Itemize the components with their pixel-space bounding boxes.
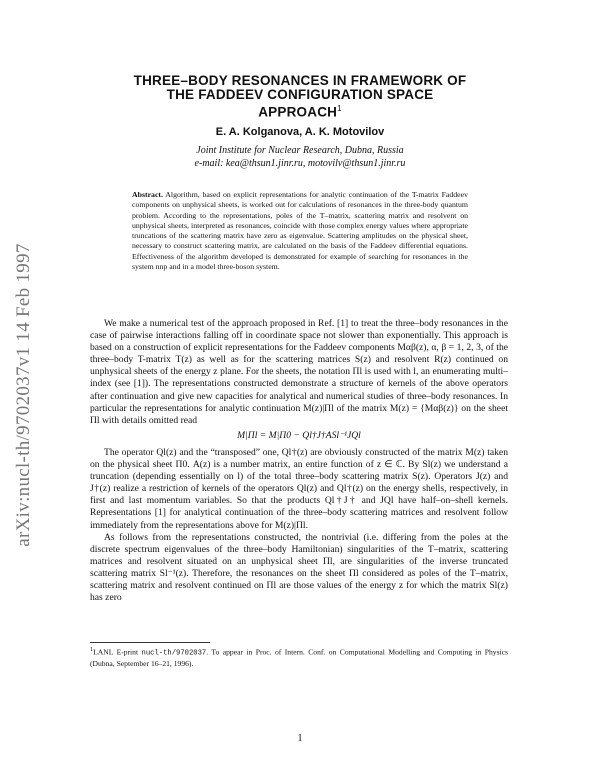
- arxiv-stamp-text: arXiv:nucl-th/9702037v1 14 Feb 1997: [13, 243, 34, 547]
- authors: E. A. Kolganova, A. K. Motovilov: [215, 126, 385, 138]
- footnote-text: . To appear in Proc. of Intern. Conf. on Computational Modelling and Computing in Physics (Dubna, September 16–21, 1996).: [90, 647, 508, 668]
- paragraph-1: We make a numerical test of the approach proposed in Ref. [1] to treat the three–body resonances in the case of pairwise interactions falling off in coordinate space not slower than exponentially. This approach is based on a construction of explicit representations for the Faddeev components Mαβ(z), α, β = 1, 2, 3, of the three–body T-matrix T(z) as well as for the scattering matrices S(z) and resolvent R(z) continued on unphysical sheets of the energy z plane. For the sheets, the notation Πl is used with l, an enumerating multi–index (see [1]). The representations constructed demonstrate a structure of kernels of the above operators after continuation and give new capacities for analytical and numerical studies of three–body resonances. In particular the representations for analytic continuation M(z)|Πl of the matrix M(z) = {Mαβ(z)} on the sheet Πl with details omitted read: [90, 318, 508, 426]
- equation: M|Πl = M|Π0 − Ql†J†ASl⁻¹JQl: [237, 429, 361, 441]
- body-text: [90, 318, 508, 604]
- affiliation: [0, 144, 600, 170]
- institute: Joint Institute for Nuclear Research, Dubna, Russia: [196, 145, 404, 156]
- abstract: [132, 190, 468, 272]
- abstract-label: Abstract.: [132, 190, 163, 199]
- title-line-2: THE FADDEEV CONFIGURATION SPACE: [166, 87, 434, 102]
- title-footnote-mark: 1: [337, 104, 342, 113]
- email: e-mail: kea@thsun1.jinr.ru, motovilv@thsun1.jinr.ru: [194, 158, 406, 169]
- title-line-1: THREE–BODY RESONANCES IN FRAMEWORK OF: [133, 73, 467, 88]
- paragraph-2: The operator Ql(z) and the “transposed” one, Ql†(z) are obviously constructed of the matrix M(z) taken on the physical sheet Π0. A(z) is a number matrix, an entire function of z ∈ ℂ. By Sl(z) we understand a truncation (depending essentially on l) of the total three–body scattering matrix S(z). Operators J(z) and J†(z) realize a restriction of kernels of the operators Ql(z) and Ql†(z) on the energy shells, respectively, in first and last momentum variables. So that the products Ql†J† and JQl have half–on–shell kernels. Representations [1] for analytical continuation of the three–body scattering matrices and resolvent follow immediately from the representations above for M(z)|Πl.: [90, 446, 508, 531]
- title-line-3: APPROACH$^1$: [258, 104, 342, 120]
- abstract-text: Algorithm, based on explicit representations for analytic continuation of the T-matrix Faddeev components on unphysical sheets, is worked out for calculations of resonances in the three-body quantum problem. According to the representations, poles of the T–matrix, scattering matrix and resolvent on unphysical sheets, interpreted as resonances, coincide with those complex energy values where appropriate truncations of the scattering matrix have zero as eigenvalue. Scattering amplitudes on the physical sheet, necessary to construct scattering matrix, are calculated on the basis of the Faddeev differential equations. Effectiveness of the algorithm developed is demonstrated for example of searching for resonances in the system nnp and in a model three-boson system.: [132, 190, 468, 272]
- paragraph-3: As follows from the representations constructed, the nontrivial (i.e. differing from the poles at the discrete spectrum eigenvalues of the three–body Hamiltonian) singularities of the T–matrix, scattering matrices and resolvent situated on an unphysical sheet Πl, are singularities of the inverse truncated scattering matrix Sl⁻¹(z). Therefore, the resonances on the sheet Πl considered as poles of the T–matrix, scattering matrix and resolvent continued on Πl are those values of the energy z for which the matrix Sl(z) has zero: [90, 531, 508, 604]
- footnote-eprint: nucl-th/9702037: [141, 649, 207, 658]
- footnote-mark: 1: [90, 646, 94, 653]
- paper-title: [80, 74, 520, 120]
- footnote: [90, 645, 508, 669]
- footnote-prefix: LANL E-print: [93, 647, 142, 657]
- arxiv-stamp: [14, 205, 34, 585]
- page-number: 1: [297, 733, 303, 744]
- footnote-rule: [90, 642, 210, 643]
